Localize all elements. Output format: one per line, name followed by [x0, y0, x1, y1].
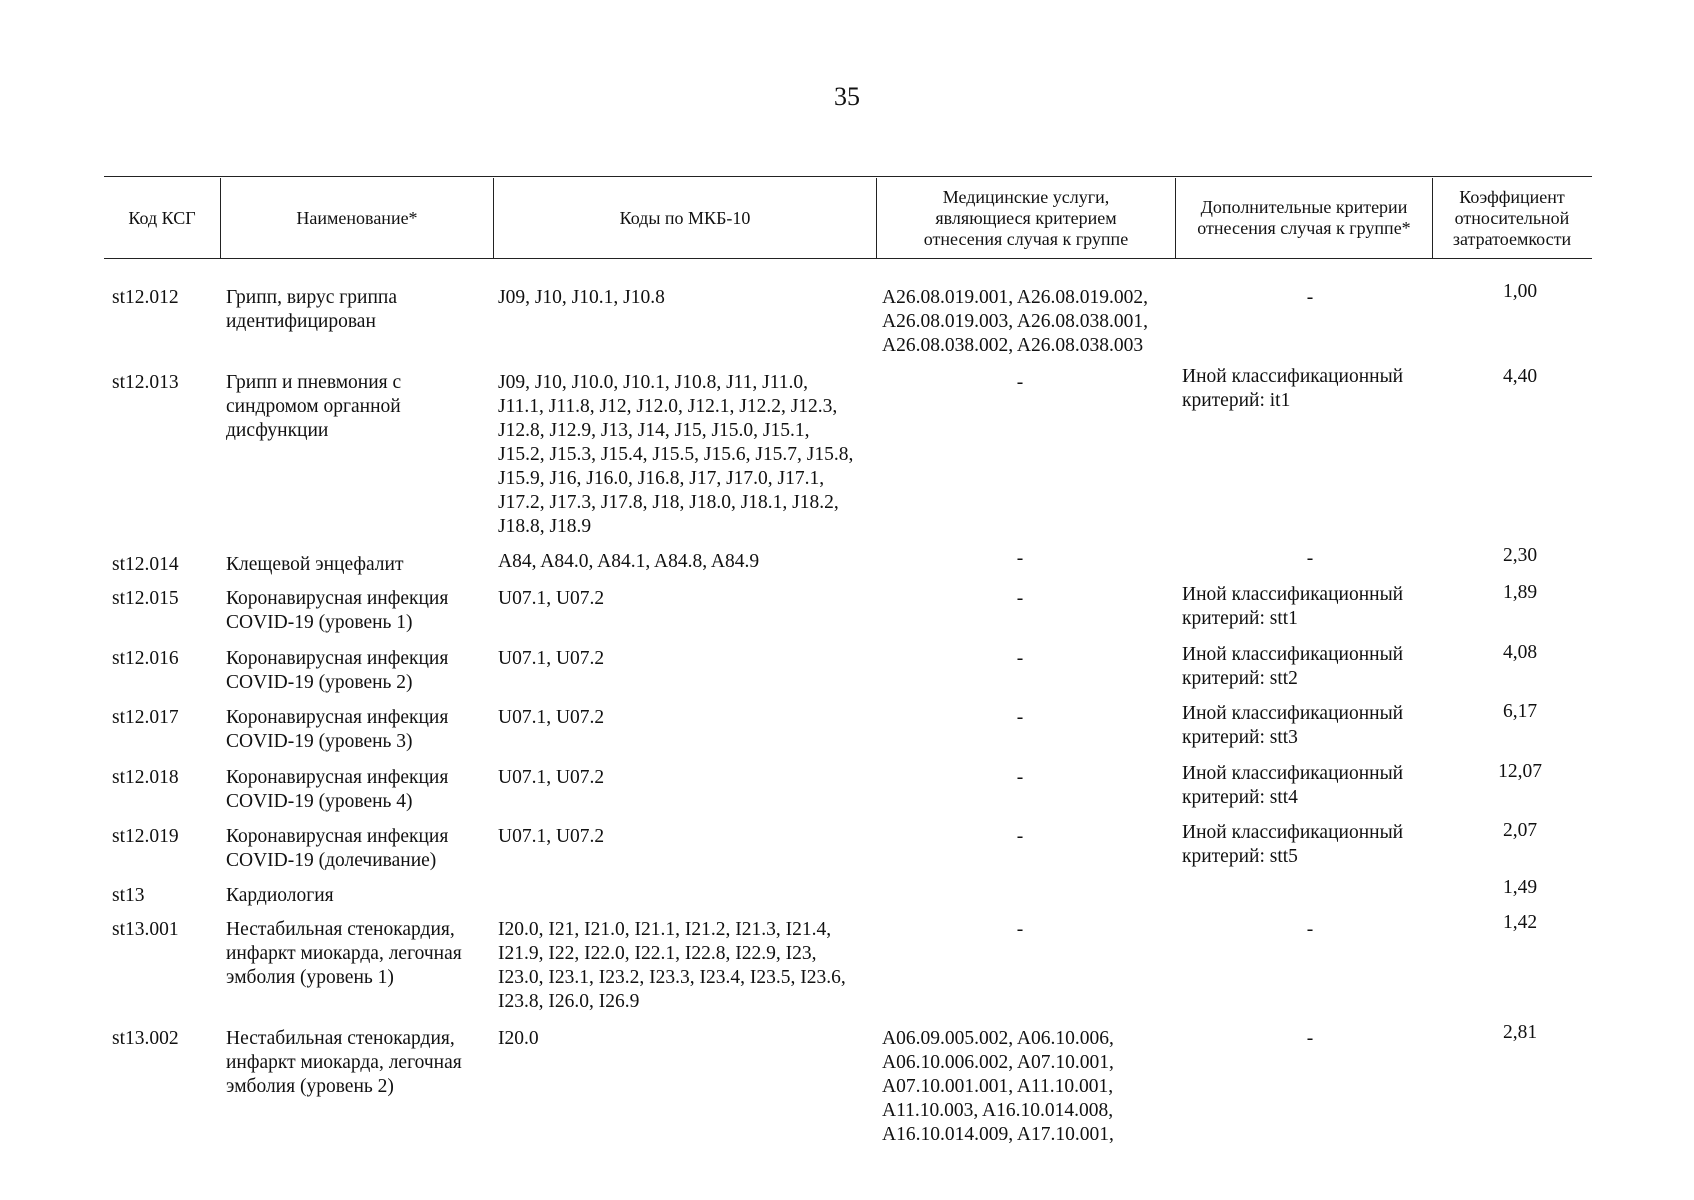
row-name: Кардиология: [226, 885, 334, 906]
row-icd-codes: U07.1, U07.2: [498, 767, 605, 788]
row-icd-codes: U07.1, U07.2: [498, 826, 605, 847]
row-icd-codes: J09, J10, J10.0, J10.1, J10.8, J11, J11.0, J11.1, J11.8, J12, J12.0, J12.1, J12.2, J12.3, J12.8, J12.9, J13, J14, J15, J15.0, J15.1, J15.2, J15.3, J15.4, J15.5, J15.6, J15.7, J15.8, J15.9, J16, J16.0, J16.8, J17, J17.0, J17.1, J17.2, J17.3, J17.8, J18, J18.0, J18.1, J18.2, J18.8, J18.9: [498, 372, 854, 537]
row-name: Нестабильная стенокардия, инфаркт миокарда, легочная эмболия (уровень 2): [226, 1028, 462, 1097]
row-services: -: [1016, 648, 1024, 669]
header-bottom-rule: [104, 258, 1592, 259]
row-code: st12.012: [112, 287, 179, 308]
row-code: st12.013: [112, 372, 179, 393]
row-additional: -: [1306, 548, 1314, 569]
page-number: 35: [834, 82, 860, 111]
row-name: Коронавирусная инфекция COVID-19 (долечивание): [226, 826, 449, 871]
row-additional: Иной классификационный критерий: stt4: [1182, 763, 1404, 808]
row-coefficient: 4,08: [1502, 642, 1538, 663]
row-icd-codes: I20.0: [498, 1028, 539, 1049]
row-code: st12.019: [112, 826, 179, 847]
row-services: -: [1016, 372, 1024, 393]
row-icd-codes: U07.1, U07.2: [498, 707, 605, 728]
row-name: Клещевой энцефалит: [226, 554, 404, 575]
row-icd-codes: I20.0, I21, I21.0, I21.1, I21.2, I21.3, I21.4, I21.9, I22, I22.0, I22.1, I22.8, I22.9, I23, I23.0, I23.1, I23.2, I23.3, I23.4, I23.5, I23.6, I23.8, I26.0, I26.9: [498, 919, 846, 1012]
row-additional: Иной классификационный критерий: it1: [1182, 366, 1404, 411]
row-coefficient: 1,89: [1502, 582, 1538, 603]
row-name: Грипп, вирус гриппа идентифицирован: [226, 287, 397, 332]
row-icd-codes: U07.1, U07.2: [498, 648, 605, 669]
row-code: st12.017: [112, 707, 179, 728]
row-services: A06.09.005.002, A06.10.006, A06.10.006.002, A07.10.001, A07.10.001.001, A11.10.001, A11.10.003, A16.10.014.008, A16.10.014.009, A17.10.001,: [882, 1028, 1114, 1145]
row-coefficient: 1,42: [1502, 912, 1538, 933]
row-name: Грипп и пневмония с синдромом органной дисфункции: [226, 372, 402, 441]
row-code: st12.016: [112, 648, 179, 669]
row-code: st12.014: [112, 554, 179, 575]
header-icd: Коды по МКБ-10: [619, 207, 751, 228]
row-code: st13: [112, 885, 145, 906]
header-top-rule: [104, 176, 1592, 177]
row-name: Нестабильная стенокардия, инфаркт миокарда, легочная эмболия (уровень 1): [226, 919, 462, 988]
row-name: Коронавирусная инфекция COVID-19 (уровень 4): [226, 767, 449, 812]
row-name: Коронавирусная инфекция COVID-19 (уровень 1): [226, 588, 449, 633]
row-coefficient: 12,07: [1498, 761, 1542, 782]
row-name: Коронавирусная инфекция COVID-19 (уровень 2): [226, 648, 449, 693]
row-coefficient: 2,81: [1502, 1022, 1538, 1043]
row-additional: Иной классификационный критерий: stt3: [1182, 703, 1404, 748]
header-additional: Дополнительные критерии отнесения случая к группе*: [1197, 197, 1411, 238]
row-coefficient: 6,17: [1502, 701, 1538, 722]
row-coefficient: 2,07: [1502, 820, 1538, 841]
row-name: Коронавирусная инфекция COVID-19 (уровень 3): [226, 707, 449, 752]
row-coefficient: 2,30: [1502, 545, 1538, 566]
row-additional: Иной классификационный критерий: stt5: [1182, 822, 1404, 867]
header-services: Медицинские услуги, являющиеся критерием отнесения случая к группе: [923, 186, 1129, 249]
row-services: -: [1016, 588, 1024, 609]
row-services: -: [1016, 548, 1024, 569]
row-services: A26.08.019.001, A26.08.019.002, A26.08.019.003, A26.08.038.001, A26.08.038.002, A26.08.038.003: [882, 287, 1148, 356]
row-services: -: [1016, 767, 1024, 788]
row-services: -: [1016, 826, 1024, 847]
row-icd-codes: U07.1, U07.2: [498, 588, 605, 609]
row-additional: -: [1306, 919, 1314, 940]
header-name: Наименование*: [296, 207, 418, 228]
row-coefficient: 1,00: [1502, 281, 1538, 302]
row-services: -: [1016, 919, 1024, 940]
row-services: -: [1016, 707, 1024, 728]
row-additional: -: [1306, 287, 1314, 308]
row-code: st13.002: [112, 1028, 179, 1049]
row-coefficient: 4,40: [1502, 366, 1538, 387]
row-code: st12.015: [112, 588, 179, 609]
row-coefficient: 1,49: [1502, 877, 1538, 898]
row-additional: -: [1306, 1028, 1314, 1049]
row-code: st13.001: [112, 919, 179, 940]
row-code: st12.018: [112, 767, 179, 788]
row-additional: Иной классификационный критерий: stt2: [1182, 644, 1404, 689]
header-coefficient: Коэффициент относительной затратоемкости: [1452, 186, 1572, 249]
row-additional: Иной классификационный критерий: stt1: [1182, 584, 1404, 629]
row-icd-codes: A84, A84.0, A84.1, A84.8, A84.9: [498, 551, 760, 572]
row-icd-codes: J09, J10, J10.1, J10.8: [498, 287, 665, 308]
header-code: Код КСГ: [128, 207, 196, 228]
